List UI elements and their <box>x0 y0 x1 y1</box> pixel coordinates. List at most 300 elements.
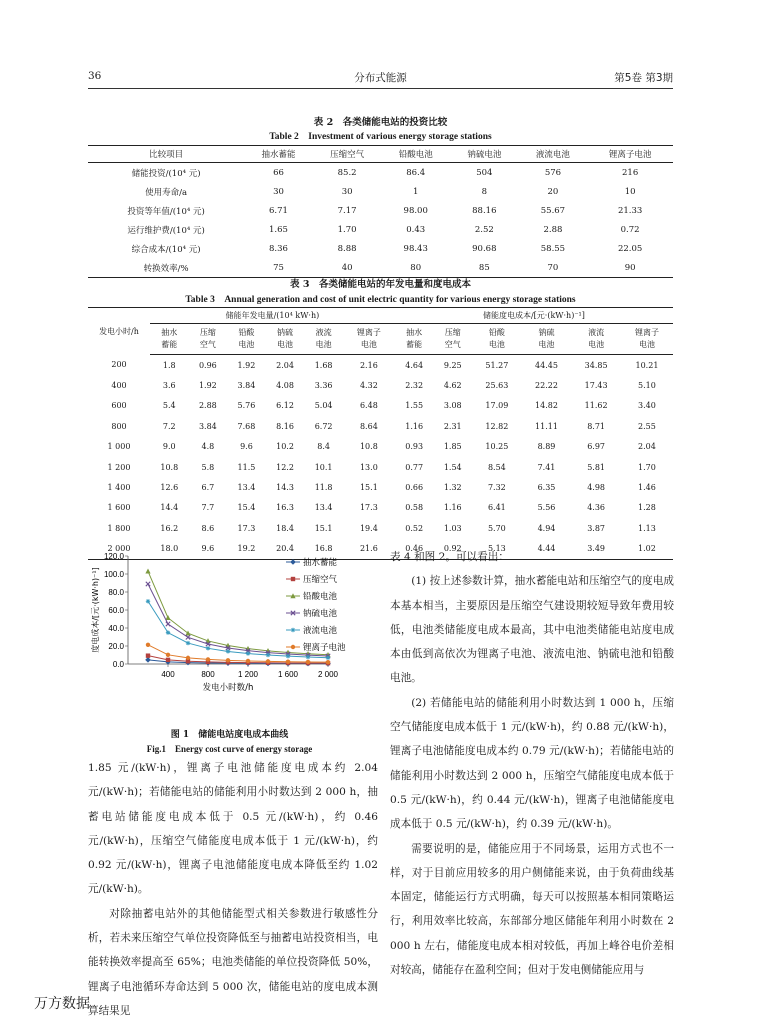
table3-cell: 3.6 <box>162 381 176 391</box>
table3-cell: 0.46 <box>405 544 424 554</box>
table3-cell: 11.5 <box>237 462 256 472</box>
data-point <box>146 643 150 647</box>
table3-cell: 3.08 <box>443 401 462 411</box>
table2-row-label: 运行维护费/(10⁴ 元) <box>127 225 205 236</box>
data-point <box>291 645 295 649</box>
table2-cell: 0.43 <box>406 224 426 235</box>
legend-label: 锂离子电池 <box>303 643 346 653</box>
table3-cell: 17.3 <box>359 503 378 513</box>
sub-header-top: 锂离子 <box>634 328 659 337</box>
table2-cell: 216 <box>622 167 639 178</box>
table3-cell: 10.25 <box>485 442 509 452</box>
table3-cell: 6.35 <box>537 483 556 493</box>
figure1-chart <box>88 548 371 738</box>
data-point <box>286 660 290 664</box>
table3-cell: 25.63 <box>485 381 509 391</box>
table2-cell: 1.70 <box>337 224 357 235</box>
table3-cell: 7.32 <box>487 483 506 493</box>
table3-cell: 19.2 <box>237 544 256 554</box>
table3-sub-header <box>227 324 266 355</box>
table2-cell: 30 <box>273 186 284 197</box>
table3-cell: 6.97 <box>587 442 605 452</box>
table3-cell: 16.3 <box>276 503 294 513</box>
table3-hours: 1 200 <box>107 462 131 472</box>
table3-cell: 1.28 <box>638 503 656 513</box>
table3-cell: 12.6 <box>160 483 179 493</box>
table3-cell: 4.8 <box>201 442 215 452</box>
table3-cell: 16.2 <box>160 523 179 533</box>
right-paragraph-0: 表 4 和图 2。可以看出： <box>390 551 509 563</box>
sub-header-bottom: 电池 <box>315 340 332 349</box>
table3-cell: 4.08 <box>276 381 294 391</box>
table3-caption-en: Table 3 Annual generation and cost of unit electric quantity for various energy storage stations <box>185 295 576 305</box>
table2-cell: 8.36 <box>269 243 288 254</box>
table3 <box>88 307 673 560</box>
sub-header-bottom: 电池 <box>277 340 294 349</box>
table2-caption-en: Table 2 Investment of various energy storage stations <box>269 132 492 142</box>
table-row <box>88 518 673 538</box>
table3-cell: 5.76 <box>237 401 256 411</box>
table3-cell: 3.84 <box>198 421 217 431</box>
wanfang-watermark: 万方数据 <box>34 996 90 1012</box>
table2-cell: 90.68 <box>472 243 497 254</box>
table3-cell: 34.85 <box>584 360 608 370</box>
table-row <box>88 355 673 376</box>
table3-cell: 3.49 <box>587 544 605 554</box>
table3-cell: 5.10 <box>638 381 656 391</box>
table2-row-label: 使用寿命/a <box>145 187 188 198</box>
series-line <box>148 571 328 654</box>
data-point <box>146 582 150 586</box>
table3-cell: 11.8 <box>314 483 333 493</box>
data-point <box>291 628 295 632</box>
table2-caption-cn: 表 2 各类储能电站的投资比较 <box>313 117 448 128</box>
sub-header-bottom: 电池 <box>588 340 605 349</box>
table3-cell: 14.82 <box>535 401 558 411</box>
table2-cell: 86.4 <box>406 167 426 178</box>
table-row <box>88 375 673 395</box>
table3-hours: 1 600 <box>107 503 131 513</box>
table2-cell: 2.88 <box>543 224 563 235</box>
table3-cell: 4.64 <box>405 360 424 370</box>
data-point <box>145 569 150 574</box>
table3-cell: 2.32 <box>405 381 424 391</box>
table3-cell: 7.2 <box>162 421 176 431</box>
table3-cell: 13.4 <box>237 483 256 493</box>
table2-cell: 8 <box>481 186 488 197</box>
table3-cell: 13.4 <box>314 503 333 513</box>
table3-cell: 4.36 <box>587 503 605 513</box>
table3-cell: 8.89 <box>537 442 556 452</box>
table3-cell: 0.96 <box>198 360 217 370</box>
figure1-caption-en: Fig.1 Energy cost curve of energy storage <box>146 744 313 754</box>
sub-header-top: 钠硫 <box>277 328 294 337</box>
table2-row-label: 转换效率/% <box>143 263 189 274</box>
table3-cell: 18.4 <box>276 523 294 533</box>
table3-cell: 9.6 <box>201 544 215 554</box>
table3-cell: 6.12 <box>276 401 294 411</box>
table3-cell: 2.88 <box>198 401 217 411</box>
sub-header-top: 液流 <box>588 328 605 337</box>
table2-cell: 2.52 <box>474 224 494 235</box>
table3-cell: 1.03 <box>443 523 462 533</box>
table3-cell: 3.84 <box>237 381 256 391</box>
table2-header-row <box>88 146 673 163</box>
issue-label: 第5卷 第3期 <box>614 72 673 84</box>
series-line <box>148 584 328 656</box>
table3-cell: 20.4 <box>276 544 294 554</box>
table3-cell: 11.62 <box>584 401 608 411</box>
right-column <box>390 545 674 982</box>
table3-cell: 5.8 <box>201 462 215 472</box>
data-point <box>185 630 190 635</box>
table3-cell: 18.0 <box>160 544 179 554</box>
table3-cell: 9.0 <box>162 442 176 452</box>
table2-row-label: 综合成本/(10⁴ 元) <box>131 244 201 255</box>
table2-cell: 98.00 <box>403 205 428 216</box>
data-point <box>186 656 190 660</box>
table3-hours: 200 <box>111 360 127 370</box>
table3-cell: 5.81 <box>587 462 605 472</box>
y-tick-label: 0.0 <box>112 660 124 669</box>
table2-cell: 0.72 <box>620 224 640 235</box>
sub-header-bottom: 蓄能 <box>406 340 423 349</box>
table3-cell: 6.41 <box>487 503 506 513</box>
x-tick-label: 1 600 <box>277 670 299 679</box>
legend-label: 压缩空气 <box>303 575 338 585</box>
table3-cell: 10.2 <box>276 442 294 452</box>
page-number: 36 <box>88 70 102 82</box>
table3-cell: 1.55 <box>405 401 424 411</box>
y-tick-label: 40.0 <box>108 624 124 633</box>
table3-cell: 12.2 <box>276 462 294 472</box>
table-row <box>88 182 673 201</box>
table3-cell: 1.16 <box>443 503 462 513</box>
table3-cell: 2.04 <box>638 442 656 452</box>
table3-cell: 10.1 <box>314 462 333 472</box>
table3-cell: 15.4 <box>237 503 256 513</box>
left-paragraph-1: 1.85 元/(kW·h)，锂离子电池储能度电成本约 2.04 元/(kW·h)；若储能电站的储能利用小时数达到 2 000 h，抽蓄电站储能度电成本低于 0.5 元/(kW·h)，约 0.46 元/(kW·h)，压缩空气储能度电成本低于 1 元/(kW·h)，约 0.92 元/(kW·h)，锂离子电池储能度电成本降低至约 1.02 元/(kW·h)。 <box>88 762 378 896</box>
table3-sub-header <box>266 324 305 355</box>
table3-cell: 1.16 <box>405 421 424 431</box>
data-point <box>186 641 190 645</box>
data-point <box>291 577 295 581</box>
table2-cell: 21.33 <box>617 205 643 216</box>
table3-sub-header <box>189 324 228 355</box>
table2-cell: 58.55 <box>540 243 566 254</box>
table2-header-cell: 抽水蓄能 <box>244 146 313 163</box>
data-point <box>266 659 270 663</box>
table3-sub-header <box>571 324 621 355</box>
table3-cell: 2.55 <box>638 421 656 431</box>
table3-cell: 8.64 <box>359 421 378 431</box>
table2-header-cell: 压缩空气 <box>313 146 382 163</box>
sub-header-bottom: 空气 <box>444 340 461 349</box>
left-paragraph-2: 对除抽蓄电站外的其他储能型式相关参数进行敏感性分析，若未来压缩空气单位投资降低至与抽蓄电站投资相当，电能转换效率提高至 65%；电池类储能的单位投资降低 50%，锂离子电池循环寿命达到 5 000 次，储能电站的度电成本测算结果见 <box>88 907 378 1017</box>
right-paragraph-3: 需要说明的是，储能应用于不同场景，运用方式也不一样，对于目前应用较多的用户侧储能来说，由于负荷曲线基本固定，储能运行方式明确，每天可以按照基本相同策略运行，利用效率比较高，东部部分地区储能年利用小时数在 2 000 h 左右，储能度电成本相对较低，再加上峰谷电价差相对较高，储能存在盈利空间；但对于发电侧储能应用与 <box>390 842 674 977</box>
table2-cell: 30 <box>341 186 353 197</box>
table3-cell: 10.8 <box>359 442 378 452</box>
table3-cell: 7.7 <box>201 503 215 513</box>
table3-cell: 9.25 <box>443 360 462 370</box>
table2-cell: 8.88 <box>337 243 357 254</box>
table3-cell: 51.27 <box>485 360 509 370</box>
table3-hours: 400 <box>111 381 127 391</box>
table2-cell: 85 <box>478 262 490 273</box>
table3-cell: 8.16 <box>276 421 294 431</box>
data-point <box>166 622 170 626</box>
table3-cell: 5.13 <box>487 544 506 554</box>
y-tick-label: 120.0 <box>103 552 124 561</box>
sub-header-bottom: 空气 <box>199 340 216 349</box>
sub-header-top: 抽水 <box>161 328 178 337</box>
data-point <box>326 656 330 660</box>
data-point <box>146 653 150 657</box>
table2-cell: 70 <box>547 262 559 273</box>
table3-cell: 7.41 <box>537 462 556 472</box>
right-paragraph-2: (2) 若储能电站的储能利用小时数达到 1 000 h，压缩空气储能度电成本低于 1 元/(kW·h)，约 0.88 元/(kW·h)，锂离子电池储能度电成本约 0.79 元/(kW·h)；若储能电站的储能利用小时数达到 2 000 h，压缩空气储能度电成本低于 0.5 元/(kW·h)，约 0.44 元/(kW·h)，锂离子电池储能度电成本低于 0.5 元/(kW·h)，约 0.39 元/(kW·h)。 <box>390 696 674 831</box>
table3-cell: 6.72 <box>314 421 333 431</box>
table3-hours: 2 000 <box>107 544 131 554</box>
table2-cell: 20 <box>547 186 559 197</box>
table2-cell: 6.71 <box>269 205 288 216</box>
data-point <box>166 653 170 657</box>
table3-hours: 600 <box>111 401 127 411</box>
x-tick-label: 400 <box>161 670 175 679</box>
table2-header-cell: 比较项目 <box>88 146 244 163</box>
table3-cell: 7.68 <box>237 421 256 431</box>
table-row <box>88 201 673 220</box>
table3-sub-header <box>395 324 434 355</box>
table3-cell: 4.44 <box>537 544 556 554</box>
table3-cell: 1.92 <box>198 381 217 391</box>
data-point <box>306 655 310 659</box>
table3-cell: 44.45 <box>535 360 558 370</box>
table3-cell: 0.77 <box>405 462 424 472</box>
sub-header-top: 压缩 <box>199 328 216 337</box>
table3-sub-header <box>150 324 189 355</box>
table3-row-header: 发电小时/h <box>99 326 139 336</box>
figure1-caption-cn: 图 1 储能电站度电成本曲线 <box>170 730 289 740</box>
table2-cell: 55.67 <box>540 205 566 216</box>
data-point <box>290 559 296 565</box>
table2-cell: 40 <box>341 262 353 273</box>
table3-cell: 1.32 <box>443 483 462 493</box>
y-tick-label: 60.0 <box>108 606 124 615</box>
table3-cell: 8.71 <box>587 421 605 431</box>
sub-header-top: 钠硫 <box>538 328 555 337</box>
data-point <box>206 646 210 650</box>
table3-hours: 1 000 <box>107 442 131 452</box>
table2-cell: 90 <box>624 262 636 273</box>
table3-hours: 800 <box>111 421 127 431</box>
table3-cell: 22.22 <box>535 381 558 391</box>
table3-cell: 4.98 <box>587 483 605 493</box>
table3-cell: 0.52 <box>405 523 424 533</box>
legend-label: 抽水蓄能 <box>303 558 338 568</box>
table3-cell: 0.92 <box>443 544 462 554</box>
table3-cell: 8.4 <box>317 442 330 452</box>
table2-cell: 88.16 <box>472 205 497 216</box>
x-tick-label: 2 000 <box>317 670 339 679</box>
table3-cell: 4.32 <box>359 381 378 391</box>
table-row <box>88 477 673 497</box>
table2-cell: 80 <box>410 262 422 273</box>
table2-cell: 98.43 <box>403 243 428 254</box>
table2-cell: 85.2 <box>337 167 357 178</box>
table-row <box>88 437 673 457</box>
table3-cell: 1.68 <box>314 360 333 370</box>
legend-label: 铅酸电池 <box>303 592 338 602</box>
table3-cell: 1.8 <box>162 360 176 370</box>
table3-cell: 13.0 <box>359 462 378 472</box>
table-row <box>88 457 673 477</box>
sub-header-bottom: 电池 <box>360 340 377 349</box>
chart-svg <box>88 548 371 738</box>
data-point <box>246 659 250 663</box>
table2-header-cell: 钠硫电池 <box>450 146 519 163</box>
table3-cell: 6.7 <box>201 483 215 493</box>
table3-cell: 12.82 <box>485 421 509 431</box>
data-point <box>146 599 150 603</box>
table3-cell: 5.70 <box>487 523 506 533</box>
table3-caption-cn: 表 3 各类储能电站的年发电量和度电成本 <box>290 279 471 290</box>
table3-cell: 10.8 <box>160 462 179 472</box>
header-rule <box>88 88 673 89</box>
table2-cell: 75 <box>273 262 284 273</box>
data-point <box>326 660 330 664</box>
sub-header-bottom: 蓄能 <box>161 340 178 349</box>
table2-header-cell: 锂离子电池 <box>587 146 673 163</box>
legend-label: 液流电池 <box>303 626 338 636</box>
table3-cell: 10.21 <box>635 360 659 370</box>
table3-cell: 2.31 <box>443 421 462 431</box>
sub-header-top: 液流 <box>315 328 332 337</box>
table3-sub-header <box>522 324 572 355</box>
right-paragraph-1: (1) 按上述参数计算，抽水蓄能电站和压缩空气的度电成本基本相当，主要原因是压缩空气建设期较短导致年费用较低，电池类储能度电成本最高，其中电池类储能电站度电成本由低到高依次为锂离子电池、液流电池、钠硫电池和铅酸电池。 <box>390 575 674 685</box>
running-header <box>88 70 673 88</box>
data-point <box>226 658 230 662</box>
table2-header-cell: 液流电池 <box>519 146 588 163</box>
table-row <box>88 498 673 518</box>
table-row <box>88 396 673 416</box>
table2-cell: 10 <box>624 186 636 197</box>
sub-header-top: 抽水 <box>406 328 423 337</box>
table3-cell: 5.56 <box>537 503 556 513</box>
table3-cell: 5.04 <box>314 401 333 411</box>
table3-cell: 8.6 <box>201 523 215 533</box>
table3-hours: 1 400 <box>107 483 131 493</box>
y-tick-label: 20.0 <box>108 642 124 651</box>
table-row <box>88 220 673 239</box>
table2-cell: 504 <box>476 167 493 178</box>
x-tick-label: 1 200 <box>237 670 259 679</box>
table3-cell: 0.58 <box>405 503 424 513</box>
table2-row-label: 投资等年值/(10⁴ 元) <box>127 206 205 217</box>
table3-cell: 14.3 <box>276 483 294 493</box>
table3-cell: 15.1 <box>359 483 378 493</box>
table2 <box>88 145 673 278</box>
data-point <box>306 660 310 664</box>
table2-cell: 1 <box>413 186 419 197</box>
table2-cell: 7.17 <box>337 205 357 216</box>
sub-header-bottom: 电池 <box>488 340 505 349</box>
table3-sub-header <box>472 324 522 355</box>
table3-cell: 0.66 <box>405 483 424 493</box>
y-axis-label: 度电成本/[元·(kW·h)⁻¹] <box>91 567 100 653</box>
table3-cell: 14.4 <box>160 503 179 513</box>
table3-group-cost: 储能度电成本/[元·(kW·h)⁻¹] <box>395 308 673 324</box>
table3-cell: 3.87 <box>587 523 605 533</box>
table3-cell: 1.92 <box>237 360 256 370</box>
table3-cell: 17.3 <box>237 523 256 533</box>
table3-sub-header <box>433 324 472 355</box>
table-row <box>88 258 673 278</box>
table3-cell: 15.1 <box>314 523 333 533</box>
table3-cell: 1.46 <box>638 483 656 493</box>
table3-cell: 4.62 <box>443 381 462 391</box>
table-row <box>88 239 673 258</box>
table3-sub-header <box>621 324 673 355</box>
table3-cell: 9.6 <box>240 442 253 452</box>
table2-header-cell: 铅酸电池 <box>381 146 450 163</box>
left-column <box>88 756 378 1023</box>
table3-cell: 11.11 <box>535 421 558 431</box>
sub-header-bottom: 电池 <box>538 340 555 349</box>
data-point <box>226 649 230 653</box>
table3-cell: 16.8 <box>314 544 333 554</box>
table-row <box>88 163 673 183</box>
sub-header-top: 锂离子 <box>356 328 381 337</box>
table3-cell: 1.85 <box>443 442 462 452</box>
table-row <box>88 416 673 436</box>
table3-cell: 1.13 <box>638 523 656 533</box>
sub-header-top: 铅酸 <box>488 328 505 337</box>
table3-cell: 3.36 <box>314 381 333 391</box>
x-axis-label: 发电小时数/h <box>202 683 254 693</box>
table3-cell: 19.4 <box>359 523 378 533</box>
table3-cell: 1.70 <box>638 462 656 472</box>
table3-sub-header <box>343 324 395 355</box>
y-tick-label: 100.0 <box>103 570 124 579</box>
sub-header-bottom: 电池 <box>238 340 255 349</box>
table3-hours: 1 800 <box>107 523 131 533</box>
table2-cell: 1.65 <box>269 224 288 235</box>
table3-sub-header <box>304 324 343 355</box>
table3-cell: 2.04 <box>276 360 294 370</box>
table2-row-label: 储能投资/(10⁴ 元) <box>131 168 201 179</box>
data-point <box>166 658 170 662</box>
table3-cell: 5.4 <box>162 401 176 411</box>
table3-group-generation: 储能年发电量/(10⁴ kW·h) <box>150 308 395 324</box>
table3-cell: 1.02 <box>638 544 656 554</box>
legend-label: 钠硫电池 <box>303 609 338 619</box>
table2-cell: 576 <box>544 167 562 178</box>
table3-cell: 17.09 <box>485 401 509 411</box>
table2-cell: 66 <box>273 167 284 178</box>
table3-cell: 8.54 <box>487 462 506 472</box>
table3-cell: 3.40 <box>638 401 656 411</box>
x-tick-label: 800 <box>201 670 215 679</box>
sub-header-top: 压缩 <box>444 328 461 337</box>
table2-cell: 22.05 <box>617 243 643 254</box>
table3-cell: 0.93 <box>405 442 424 452</box>
y-tick-label: 80.0 <box>108 588 124 597</box>
journal-name: 分布式能源 <box>354 72 407 84</box>
sub-header-top: 铅酸 <box>238 328 255 337</box>
table3-cell: 4.94 <box>537 523 556 533</box>
table3-cell: 1.54 <box>443 462 462 472</box>
